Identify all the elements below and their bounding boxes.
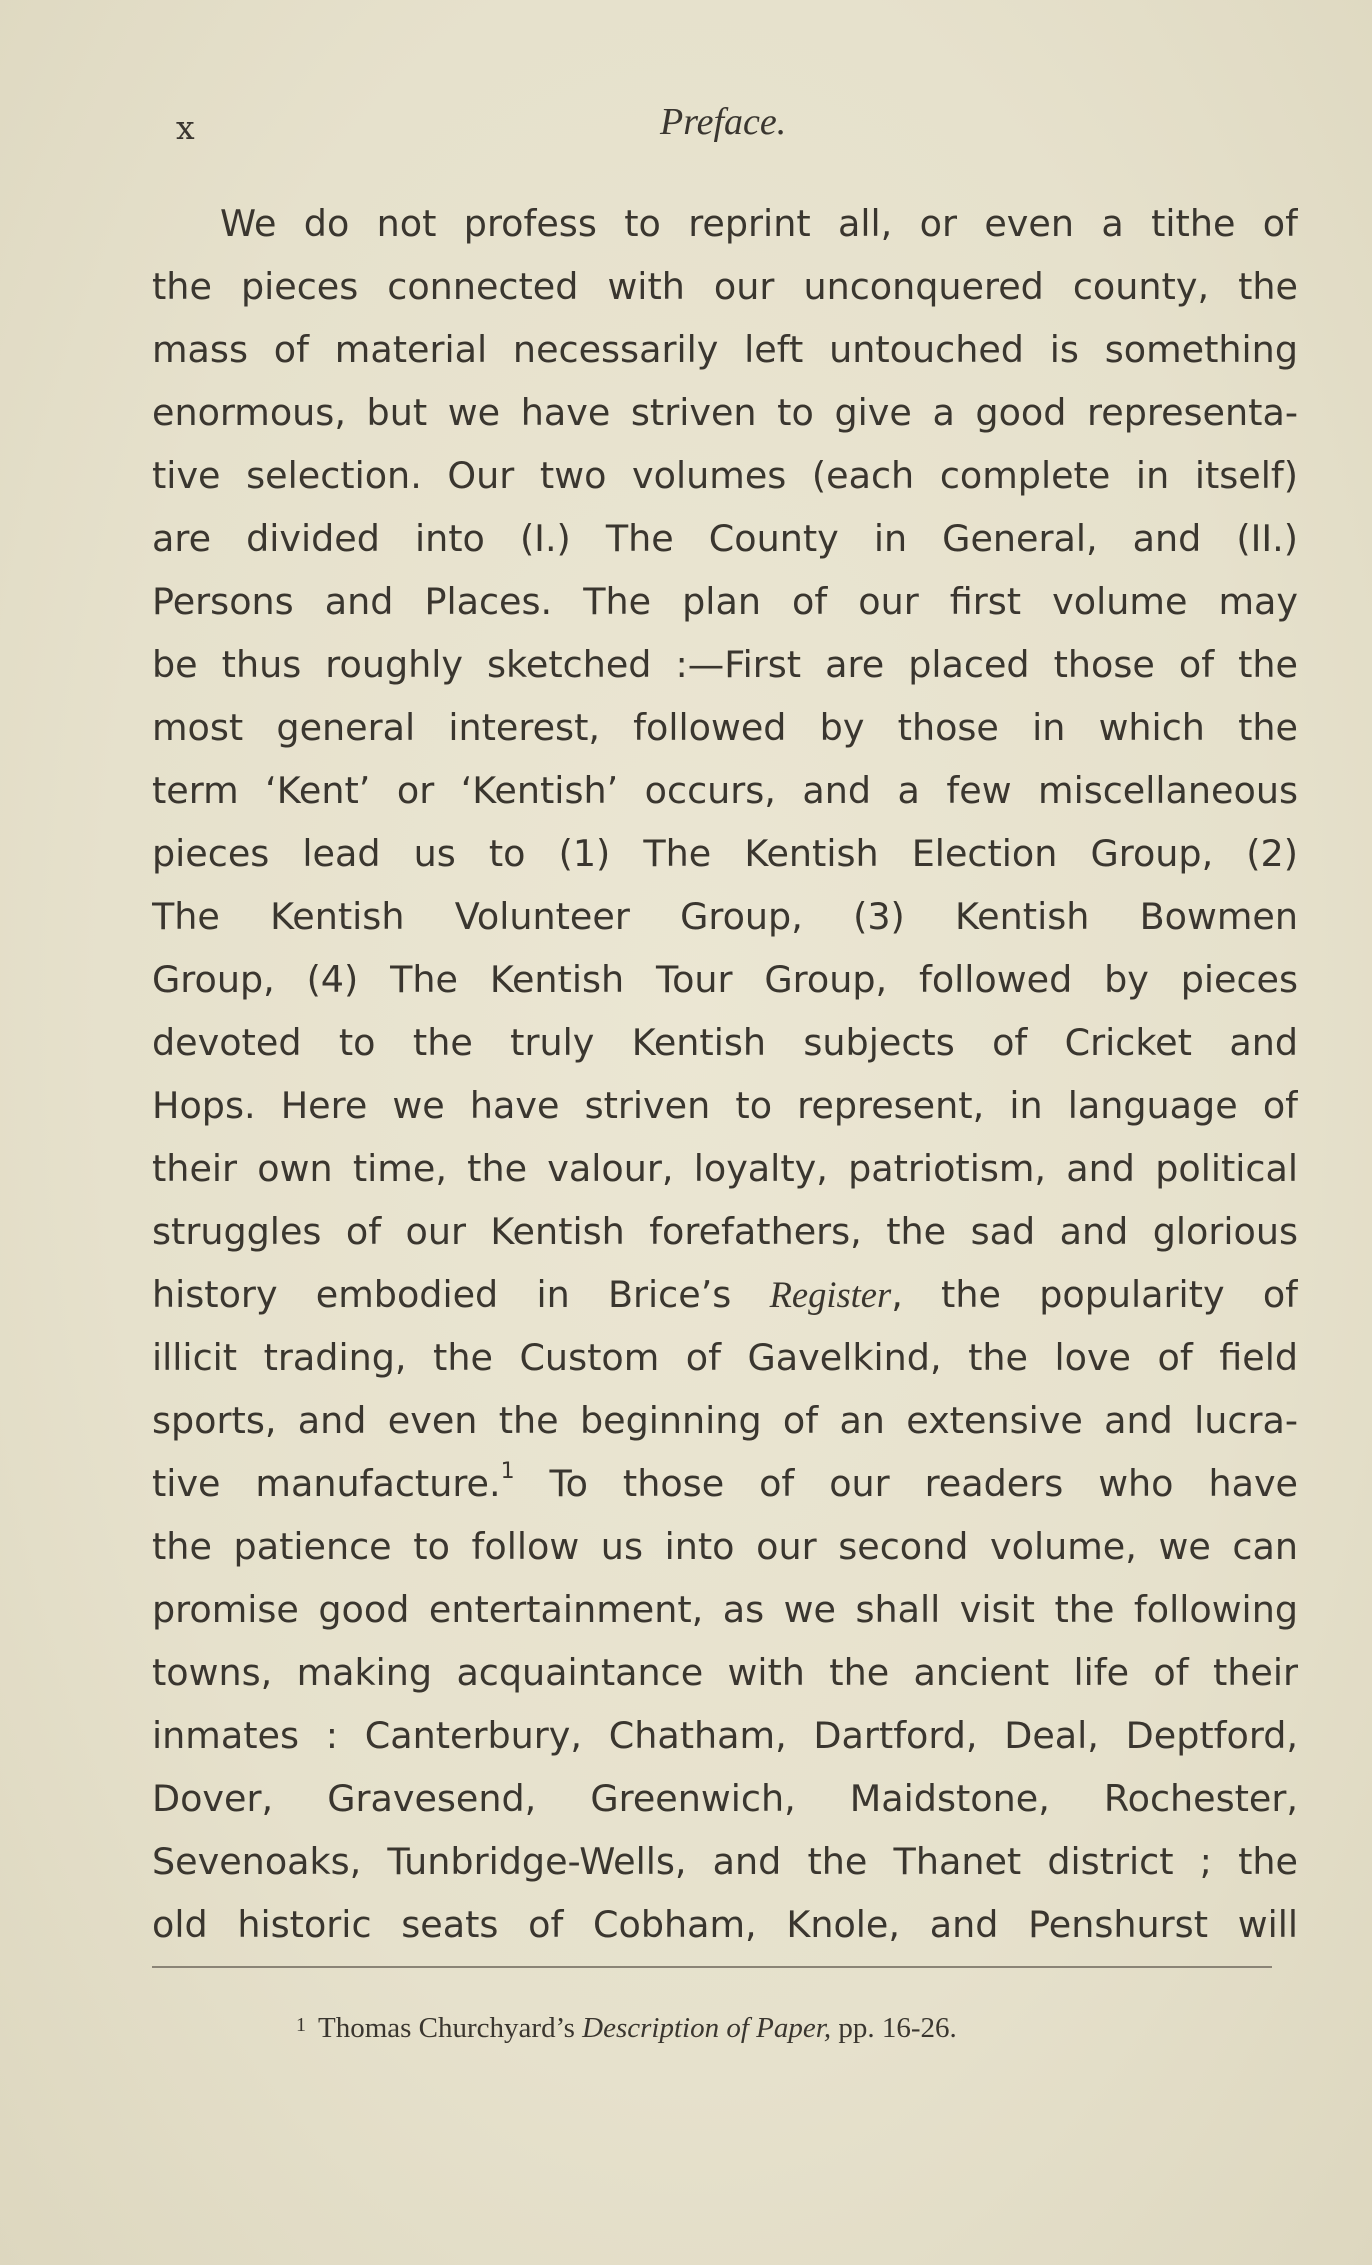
text-line: Sevenoaks, Tunbridge-Wells, and the Thanet district ; the [152,1840,1298,1883]
text-line: devoted to the truly Kentish subjects of Cricket and [152,1021,1298,1064]
text-line: their own time, the valour, loyalty, patriotism, and political [152,1147,1298,1190]
running-head [0,100,1372,160]
line-text: To those of our readers who have [514,1462,1298,1505]
text-line: the pieces connected with our unconquered county, the [152,265,1298,308]
text-line: enormous, but we have striven to give a good representa- [152,391,1298,434]
text-line: Dover, Gravesend, Greenwich, Maidstone, Rochester, [152,1777,1298,1820]
italic-title-register: Register [769,1274,892,1315]
footnote-pages: pp. 16-26. [838,2012,957,2044]
text-line: sports, and even the beginning of an extensive and lucra- [152,1399,1298,1442]
footnote-italic-title: Description of Paper, [582,2012,832,2044]
text-line: We do not profess to reprint all, or even a tithe of [220,202,1298,245]
text-line: illicit trading, the Custom of Gavelkind, the love of field [152,1336,1298,1379]
line-text: , the popularity of [891,1273,1298,1316]
text-line: old historic seats of Cobham, Knole, and Penshurst will [152,1903,1298,1946]
text-line: most general interest, followed by those in which the [152,706,1298,749]
footnote-divider [152,1966,1272,1968]
footnote [296,2012,957,2045]
text-line: struggles of our Kentish forefathers, the sad and glorious [152,1210,1298,1253]
text-line [152,1263,1298,1326]
text-line: towns, making acquaintance with the ancient life of their [152,1651,1298,1694]
text-line [152,1452,1298,1515]
text-line: be thus roughly sketched :—First are placed those of the [152,643,1298,686]
text-line: the patience to follow us into our second volume, we can [152,1525,1298,1568]
footnote-text: Thomas Churchyard’s [318,2012,575,2044]
line-text: tive manufacture. [152,1462,501,1505]
text-line: inmates : Canterbury, Chatham, Dartford, Deal, Deptford, [152,1714,1298,1757]
footnote-mark: 1 [296,2014,306,2036]
text-line: Hops. Here we have striven to represent, in language of [152,1084,1298,1127]
text-line: tive selection. Our two volumes (each complete in itself) [152,454,1298,497]
body-paragraph [152,192,1298,1956]
line-text: history embodied in Brice’s [152,1273,732,1316]
footnote-reference: 1 [500,1459,515,1484]
text-line: promise good entertainment, as we shall visit the following [152,1588,1298,1631]
text-line: Persons and Places. The plan of our first volume may [152,580,1298,623]
text-line: Group, (4) The Kentish Tour Group, followed by pieces [152,958,1298,1001]
text-line: are divided into (I.) The County in General, and (II.) [152,517,1298,560]
running-head-title: Preface. [660,101,787,143]
page-number: x [176,108,196,147]
text-line: mass of material necessarily left untouched is something [152,328,1298,371]
text-line: pieces lead us to (1) The Kentish Election Group, (2) [152,832,1298,875]
text-line: term ‘Kent’ or ‘Kentish’ occurs, and a few miscellaneous [152,769,1298,812]
text-line: The Kentish Volunteer Group, (3) Kentish Bowmen [152,895,1298,938]
